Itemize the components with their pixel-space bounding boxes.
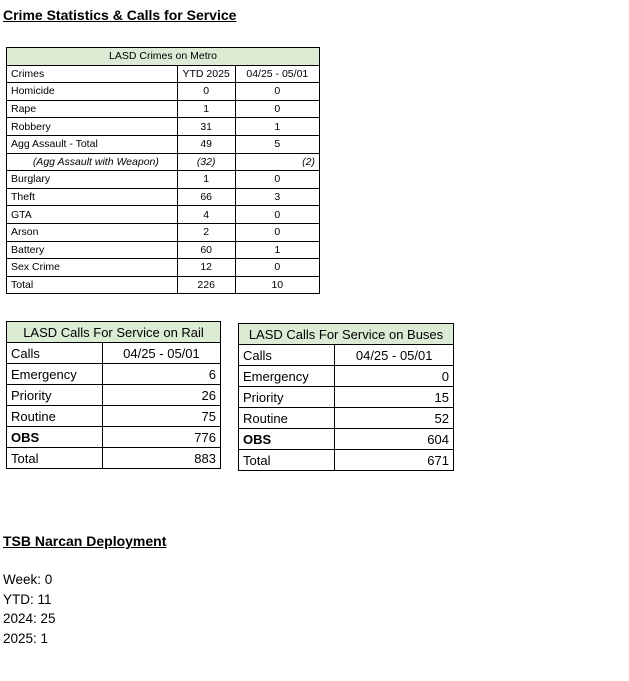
week-value: 1 <box>235 118 319 136</box>
table-row <box>239 429 454 450</box>
table-header-row <box>7 343 221 364</box>
table-row <box>239 408 454 429</box>
table-row <box>239 387 454 408</box>
call-count: 604 <box>335 429 454 450</box>
rail-table-title: LASD Calls For Service on Rail <box>7 322 221 343</box>
crimes-table <box>6 47 320 294</box>
crime-label: Burglary <box>7 171 178 189</box>
call-type: Routine <box>239 408 335 429</box>
week-value: 0 <box>235 259 319 277</box>
call-count: 883 <box>102 448 220 469</box>
buses-table-title: LASD Calls For Service on Buses <box>239 324 454 345</box>
table-header-row <box>7 65 320 83</box>
call-count: 75 <box>102 406 220 427</box>
narcan-week: Week: 0 <box>3 572 53 587</box>
ytd-value: 2 <box>177 223 235 241</box>
crime-label: Arson <box>7 223 178 241</box>
call-count: 671 <box>335 450 454 471</box>
ytd-value: 4 <box>177 206 235 224</box>
crime-label: Sex Crime <box>7 259 178 277</box>
table-row <box>7 153 320 171</box>
table-title-row <box>7 322 221 343</box>
ytd-value: 60 <box>177 241 235 259</box>
call-type: OBS <box>239 429 335 450</box>
call-type: Emergency <box>7 364 103 385</box>
call-type: Emergency <box>239 366 335 387</box>
call-count: 6 <box>102 364 220 385</box>
ytd-value: 31 <box>177 118 235 136</box>
ytd-value: 0 <box>177 83 235 101</box>
narcan-title: TSB Narcan Deployment <box>3 533 167 549</box>
table-row-total <box>7 276 320 294</box>
table-row-total <box>7 448 221 469</box>
table-row <box>7 83 320 101</box>
crime-label: Rape <box>7 100 178 118</box>
ytd-value: 1 <box>177 171 235 189</box>
call-type: Routine <box>7 406 103 427</box>
table-row <box>7 427 221 448</box>
crime-label: Total <box>7 276 178 294</box>
crime-label: Theft <box>7 188 178 206</box>
column-header: 04/25 - 05/01 <box>235 65 319 83</box>
rail-calls-table <box>6 321 221 469</box>
week-value: 0 <box>235 83 319 101</box>
week-value: 10 <box>235 276 319 294</box>
call-type: Total <box>239 450 335 471</box>
call-count: 776 <box>102 427 220 448</box>
ytd-value: 226 <box>177 276 235 294</box>
ytd-value: 1 <box>177 100 235 118</box>
column-header: 04/25 - 05/01 <box>335 345 454 366</box>
table-row <box>7 118 320 136</box>
narcan-2024: 2024: 25 <box>3 611 56 626</box>
call-type: Priority <box>7 385 103 406</box>
table-row <box>7 223 320 241</box>
column-header: Calls <box>239 345 335 366</box>
column-header: Crimes <box>7 65 178 83</box>
table-title-row <box>239 324 454 345</box>
table-row <box>7 171 320 189</box>
call-count: 15 <box>335 387 454 408</box>
week-value: 0 <box>235 223 319 241</box>
narcan-ytd: YTD: 11 <box>3 592 52 607</box>
table-row <box>7 364 221 385</box>
table-row <box>7 259 320 277</box>
table-row-total <box>239 450 454 471</box>
page-title: Crime Statistics & Calls for Service <box>3 7 237 23</box>
week-value: 0 <box>235 171 319 189</box>
table-header-row <box>239 345 454 366</box>
week-value: 0 <box>235 100 319 118</box>
table-row <box>7 188 320 206</box>
call-count: 26 <box>102 385 220 406</box>
call-type: OBS <box>7 427 103 448</box>
table-row <box>7 406 221 427</box>
crime-label: Robbery <box>7 118 178 136</box>
table-row <box>7 385 221 406</box>
table-row <box>7 206 320 224</box>
call-type: Priority <box>239 387 335 408</box>
column-header: 04/25 - 05/01 <box>102 343 220 364</box>
week-value: 1 <box>235 241 319 259</box>
table-row <box>7 100 320 118</box>
table-title-row <box>7 48 320 66</box>
week-value: 3 <box>235 188 319 206</box>
crime-label: (Agg Assault with Weapon) <box>7 153 178 171</box>
table-row <box>239 366 454 387</box>
table-row <box>7 241 320 259</box>
buses-calls-table <box>238 323 454 471</box>
crime-label: Battery <box>7 241 178 259</box>
call-count: 52 <box>335 408 454 429</box>
crime-label: Homicide <box>7 83 178 101</box>
ytd-value: 12 <box>177 259 235 277</box>
table-row <box>7 135 320 153</box>
narcan-2025: 2025: 1 <box>3 631 49 646</box>
column-header: Calls <box>7 343 103 364</box>
week-value: 5 <box>235 135 319 153</box>
ytd-value: (32) <box>177 153 235 171</box>
week-value: (2) <box>235 153 319 171</box>
ytd-value: 49 <box>177 135 235 153</box>
crime-label: GTA <box>7 206 178 224</box>
call-count: 0 <box>335 366 454 387</box>
ytd-value: 66 <box>177 188 235 206</box>
column-header: YTD 2025 <box>177 65 235 83</box>
call-type: Total <box>7 448 103 469</box>
crime-label: Agg Assault - Total <box>7 135 178 153</box>
crimes-table-title: LASD Crimes on Metro <box>7 48 320 66</box>
week-value: 0 <box>235 206 319 224</box>
